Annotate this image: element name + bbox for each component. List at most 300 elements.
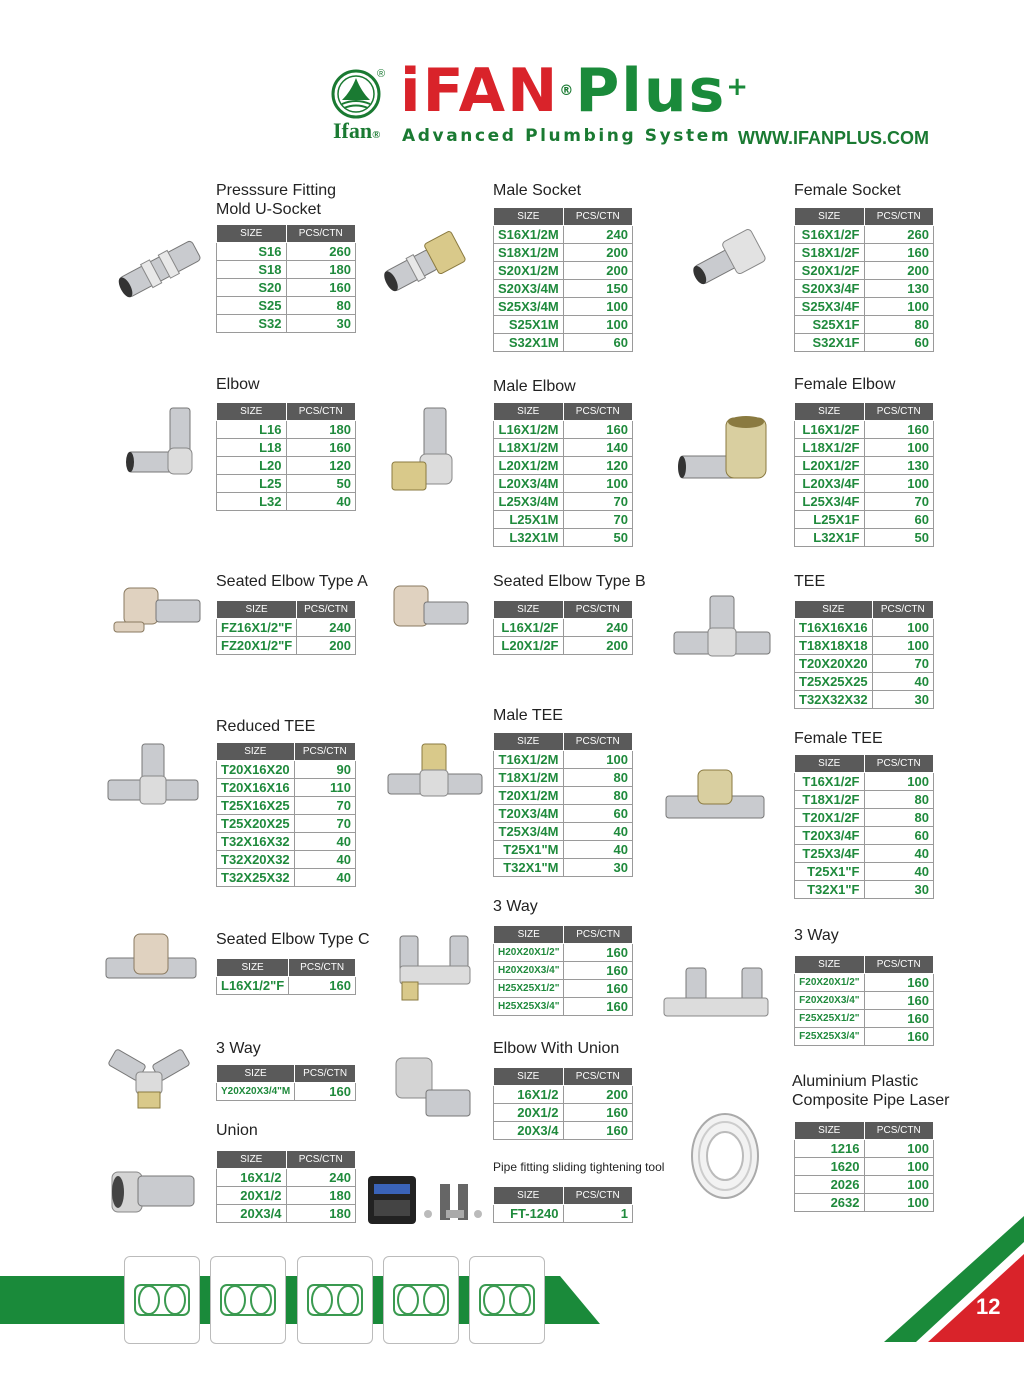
pcs-cell: 240 <box>563 226 632 244</box>
pcs-cell: 60 <box>864 827 934 845</box>
ifan-emblem-icon <box>330 68 382 120</box>
seated-elbow-thumb <box>469 1256 545 1344</box>
product-size-table <box>794 207 934 352</box>
female-tee-image <box>662 766 768 828</box>
table-row <box>795 439 934 457</box>
product-size-table <box>493 925 633 1016</box>
pcs-cell: 160 <box>864 1010 934 1028</box>
size-cell: L18X1/2F <box>795 439 865 457</box>
product-size-table <box>493 1067 633 1140</box>
table-row <box>217 493 356 511</box>
product-title: Male TEE <box>493 707 563 724</box>
product-title: Union <box>216 1122 258 1139</box>
pcs-cell: 40 <box>294 869 355 887</box>
pcs-cell: 80 <box>563 787 633 805</box>
table-row <box>494 421 633 439</box>
size-cell: S20X1/2F <box>795 262 865 280</box>
pcs-cell: 180 <box>286 421 356 439</box>
size-cell: 1216 <box>795 1140 865 1158</box>
pcs-cell: 160 <box>864 244 934 262</box>
table-row <box>494 1122 633 1140</box>
pcs-cell: 200 <box>563 637 633 655</box>
pcs-cell: 160 <box>286 279 356 297</box>
product-size-table <box>794 600 934 709</box>
table-row <box>795 619 934 637</box>
pcs-cell: 100 <box>864 1158 934 1176</box>
pcs-header: PCS/CTN <box>297 601 356 619</box>
product-title: Elbow <box>216 376 260 393</box>
pcs-cell: 240 <box>297 619 356 637</box>
pcs-cell: 130 <box>864 280 934 298</box>
brand-title-main: iFAN <box>400 56 560 126</box>
size-header: SIZE <box>217 743 295 761</box>
size-cell: F20X20X1/2" <box>795 974 865 992</box>
size-header: SIZE <box>494 1187 564 1205</box>
pcs-header: PCS/CTN <box>563 601 633 619</box>
pcs-header: PCS/CTN <box>563 208 632 226</box>
table-row <box>494 805 633 823</box>
size-cell: L18X1/2M <box>494 439 564 457</box>
brand-title-plus: Plus <box>575 56 727 126</box>
product-title: Female TEE <box>794 730 883 747</box>
brand-title: iFAN®Plus+ <box>400 56 751 126</box>
tee-thumb <box>383 1256 459 1344</box>
table-row <box>795 529 934 547</box>
table-row <box>494 262 633 280</box>
pcs-cell: 180 <box>286 261 356 279</box>
table-row <box>217 261 356 279</box>
size-cell: L20 <box>217 457 287 475</box>
size-header: SIZE <box>217 601 297 619</box>
seated-elbow-a-image <box>112 582 202 644</box>
table-row <box>494 1086 633 1104</box>
table-row <box>217 1083 356 1101</box>
size-cell: L32X1F <box>795 529 865 547</box>
pcs-cell: 100 <box>864 1140 934 1158</box>
product-title: 3 Way <box>794 927 839 944</box>
pcs-cell: 130 <box>864 457 934 475</box>
table-row <box>217 297 356 315</box>
composite-pipe-coil-image <box>688 1110 762 1202</box>
size-cell: T32X32X32 <box>795 691 873 709</box>
size-cell: S16 <box>217 243 287 261</box>
pcs-header: PCS/CTN <box>864 755 934 773</box>
table-row <box>217 243 356 261</box>
table-row <box>795 1010 934 1028</box>
size-cell: L32 <box>217 493 287 511</box>
product-title: Reduced TEE <box>216 718 316 735</box>
pcs-cell: 100 <box>864 439 934 457</box>
pcs-header: PCS/CTN <box>286 403 356 421</box>
size-cell: L20X1/2F <box>795 457 865 475</box>
brand-url: WWW.IFANPLUS.COM <box>738 128 929 148</box>
product-title: Pipe fitting sliding tightening tool <box>493 1160 665 1174</box>
size-header: SIZE <box>217 1065 295 1083</box>
size-header: SIZE <box>217 1151 287 1169</box>
table-row <box>217 815 356 833</box>
size-cell: L25 <box>217 475 287 493</box>
product-size-table <box>216 600 356 655</box>
table-row <box>217 279 356 297</box>
table-row <box>494 457 633 475</box>
size-cell: T25X3/4M <box>494 823 564 841</box>
size-header: SIZE <box>795 1122 865 1140</box>
pcs-cell: 40 <box>872 673 933 691</box>
page-corner-decoration <box>884 1216 1024 1342</box>
size-cell: T16X1/2M <box>494 751 564 769</box>
three-way-h-image <box>396 932 474 1002</box>
table-row <box>494 751 633 769</box>
table-row <box>494 316 633 334</box>
table-row <box>795 881 934 899</box>
size-cell: H25X25X1/2" <box>494 980 564 998</box>
size-cell: T20X1/2M <box>494 787 564 805</box>
pcs-cell: 60 <box>864 511 934 529</box>
size-cell: S25X3/4M <box>494 298 564 316</box>
pcs-cell: 50 <box>286 475 356 493</box>
size-cell: 20X1/2 <box>494 1104 564 1122</box>
size-cell: S25X1F <box>795 316 865 334</box>
table-row <box>494 439 633 457</box>
table-row <box>795 827 934 845</box>
registered-mark: ® <box>377 68 386 80</box>
product-size-table <box>216 958 356 995</box>
table-row <box>494 823 633 841</box>
table-row <box>795 316 934 334</box>
pcs-cell: 160 <box>563 1104 633 1122</box>
table-row <box>217 315 356 333</box>
pcs-cell: 70 <box>294 815 355 833</box>
size-cell: S20X3/4F <box>795 280 865 298</box>
size-cell: 20X1/2 <box>217 1187 287 1205</box>
table-row <box>494 475 633 493</box>
pcs-header: PCS/CTN <box>864 403 934 421</box>
table-row <box>494 280 633 298</box>
table-row <box>217 851 356 869</box>
table-row <box>795 262 934 280</box>
brand-tagline: Advanced Plumbing System <box>402 126 732 146</box>
pcs-cell: 80 <box>864 809 934 827</box>
table-row <box>494 511 633 529</box>
size-header: SIZE <box>795 755 865 773</box>
pcs-cell: 30 <box>864 881 934 899</box>
product-size-table <box>794 955 934 1046</box>
size-header: SIZE <box>494 733 564 751</box>
size-cell: T18X1/2F <box>795 791 865 809</box>
table-row <box>494 619 633 637</box>
size-cell: L20X3/4F <box>795 475 865 493</box>
table-row <box>795 1158 934 1176</box>
table-row <box>217 1187 356 1205</box>
pcs-cell: 180 <box>286 1187 356 1205</box>
elbow-thumb <box>297 1256 373 1344</box>
pcs-cell: 70 <box>563 493 633 511</box>
table-row <box>795 673 934 691</box>
pcs-cell: 150 <box>563 280 632 298</box>
table-row <box>795 475 934 493</box>
size-cell: T20X3/4M <box>494 805 564 823</box>
pcs-cell: 40 <box>864 863 934 881</box>
pcs-cell: 100 <box>563 751 633 769</box>
size-cell: S18 <box>217 261 287 279</box>
table-row <box>494 962 633 980</box>
pcs-cell: 160 <box>564 962 633 980</box>
pcs-cell: 160 <box>564 944 633 962</box>
product-title: Female Socket <box>794 182 901 199</box>
size-cell: S16X1/2F <box>795 226 865 244</box>
pcs-cell: 200 <box>864 262 934 280</box>
pcs-cell: 60 <box>563 334 632 352</box>
size-cell: T18X1/2M <box>494 769 564 787</box>
pcs-cell: 160 <box>563 421 633 439</box>
table-row <box>494 841 633 859</box>
pcs-cell: 80 <box>864 316 934 334</box>
pcs-cell: 160 <box>564 998 633 1016</box>
table-row <box>217 439 356 457</box>
pcs-cell: 160 <box>286 439 356 457</box>
pcs-header: PCS/CTN <box>294 743 355 761</box>
tee-image <box>670 590 774 670</box>
size-header: SIZE <box>795 208 865 226</box>
table-row <box>494 787 633 805</box>
pcs-cell: 100 <box>563 316 632 334</box>
page-number: 12 <box>976 1294 1001 1319</box>
pcs-cell: 160 <box>295 1083 356 1101</box>
size-cell: T25X16X25 <box>217 797 295 815</box>
table-row <box>795 226 934 244</box>
pcs-cell: 160 <box>563 1122 633 1140</box>
table-row <box>494 244 633 262</box>
pcs-cell: 80 <box>286 297 356 315</box>
pcs-cell: 100 <box>864 1194 934 1212</box>
pcs-header: PCS/CTN <box>563 1068 633 1086</box>
size-cell: T16X16X16 <box>795 619 873 637</box>
pcs-cell: 40 <box>864 845 934 863</box>
pcs-cell: 100 <box>864 298 934 316</box>
pcs-cell: 40 <box>294 833 355 851</box>
size-header: SIZE <box>795 403 865 421</box>
product-title: Seated Elbow Type A <box>216 573 368 590</box>
table-row <box>795 1140 934 1158</box>
size-cell: L25X3/4F <box>795 493 865 511</box>
pcs-cell: 120 <box>563 457 633 475</box>
pcs-cell: 40 <box>294 851 355 869</box>
size-cell: H20X20X3/4" <box>494 962 564 980</box>
pcs-cell: 30 <box>872 691 933 709</box>
table-row <box>494 493 633 511</box>
pcs-cell: 200 <box>563 244 632 262</box>
male-elbow-image <box>388 404 464 498</box>
pcs-cell: 70 <box>563 511 633 529</box>
product-title: Male Elbow <box>493 378 576 395</box>
pcs-cell: 260 <box>286 243 356 261</box>
pcs-cell: 100 <box>864 475 934 493</box>
product-title: Presssure Fitting Mold U-Socket <box>216 182 337 218</box>
size-cell: T32X1"M <box>494 859 564 877</box>
pcs-header: PCS/CTN <box>872 601 933 619</box>
male-socket-image <box>380 226 470 298</box>
table-row <box>217 869 356 887</box>
size-cell: T16X1/2F <box>795 773 865 791</box>
product-title: 3 Way <box>493 898 538 915</box>
pcs-cell: 100 <box>872 619 933 637</box>
pcs-cell: 100 <box>872 637 933 655</box>
table-row <box>494 298 633 316</box>
size-header: SIZE <box>217 403 287 421</box>
product-size-table <box>216 1064 356 1101</box>
size-cell: 1620 <box>795 1158 865 1176</box>
size-cell: L16 <box>217 421 287 439</box>
product-size-table <box>216 742 356 887</box>
size-cell: 16X1/2 <box>494 1086 564 1104</box>
pcs-header: PCS/CTN <box>289 959 356 977</box>
table-row <box>494 1104 633 1122</box>
table-row <box>795 791 934 809</box>
pcs-cell: 40 <box>286 493 356 511</box>
pcs-cell: 120 <box>286 457 356 475</box>
table-row <box>795 1176 934 1194</box>
product-size-table <box>216 224 356 333</box>
table-row <box>795 457 934 475</box>
product-title: Aluminium Plastic Composite Pipe Laser <box>792 1073 950 1109</box>
size-header: SIZE <box>795 956 865 974</box>
size-cell: S32X1M <box>494 334 564 352</box>
size-cell: FT-1240 <box>494 1205 564 1223</box>
pcs-cell: 100 <box>864 773 934 791</box>
pcs-header: PCS/CTN <box>864 1122 934 1140</box>
table-row <box>217 457 356 475</box>
size-cell: F25X25X1/2" <box>795 1010 865 1028</box>
pcs-cell: 70 <box>294 797 355 815</box>
size-cell: S18X1/2M <box>494 244 564 262</box>
size-cell: Y20X20X3/4"M <box>217 1083 295 1101</box>
table-row <box>494 859 633 877</box>
three-way-f-image <box>660 964 772 1026</box>
female-socket-image <box>688 220 768 300</box>
pcs-cell: 110 <box>294 779 355 797</box>
table-row <box>217 797 356 815</box>
three-way-y-image <box>106 1046 192 1112</box>
pcs-cell: 40 <box>563 823 633 841</box>
table-row <box>795 511 934 529</box>
pcs-cell: 60 <box>563 805 633 823</box>
size-cell: T32X25X32 <box>217 869 295 887</box>
table-row <box>795 637 934 655</box>
size-cell: FZ20X1/2"F <box>217 637 297 655</box>
table-row <box>494 226 633 244</box>
size-cell: 20X3/4 <box>217 1205 287 1223</box>
seated-elbow-c-image <box>104 930 198 988</box>
size-cell: T25X20X25 <box>217 815 295 833</box>
size-cell: F20X20X3/4" <box>795 992 865 1010</box>
size-cell: T20X1/2F <box>795 809 865 827</box>
product-title: Seated Elbow Type B <box>493 573 646 590</box>
size-cell: T20X20X20 <box>795 655 873 673</box>
pcs-header: PCS/CTN <box>564 926 633 944</box>
tool-case-image <box>366 1170 418 1228</box>
size-header: SIZE <box>217 225 287 243</box>
elbow-image <box>124 404 200 484</box>
pcs-cell: 50 <box>563 529 633 547</box>
seated-elbow-b-image <box>388 582 470 644</box>
pcs-cell: 90 <box>294 761 355 779</box>
pcs-cell: 60 <box>864 334 934 352</box>
product-size-table <box>794 402 934 547</box>
table-row <box>494 1205 633 1223</box>
union-image <box>108 1158 198 1224</box>
elbow-union-image <box>392 1054 474 1124</box>
pcs-cell: 160 <box>864 421 934 439</box>
product-title: Elbow With Union <box>493 1040 620 1057</box>
product-size-table <box>493 402 633 547</box>
size-cell: L16X1/2F <box>494 619 564 637</box>
size-cell: T18X18X18 <box>795 637 873 655</box>
pcs-cell: 70 <box>864 493 934 511</box>
size-header: SIZE <box>494 208 564 226</box>
table-row <box>217 421 356 439</box>
size-cell: T25X1"F <box>795 863 865 881</box>
size-cell: L25X1M <box>494 511 564 529</box>
table-row <box>795 244 934 262</box>
size-cell: T32X20X32 <box>217 851 295 869</box>
size-cell: 2026 <box>795 1176 865 1194</box>
pressing-tool-image <box>420 1180 490 1226</box>
size-cell: T20X16X16 <box>217 779 295 797</box>
size-header: SIZE <box>217 959 289 977</box>
size-cell: T20X3/4F <box>795 827 865 845</box>
product-title: TEE <box>794 573 826 590</box>
size-cell: S32 <box>217 315 287 333</box>
size-header: SIZE <box>494 403 564 421</box>
table-row <box>217 761 356 779</box>
pcs-cell: 70 <box>872 655 933 673</box>
table-row <box>217 779 356 797</box>
female-elbow-image <box>676 410 772 490</box>
pcs-header: PCS/CTN <box>864 208 934 226</box>
pcs-header: PCS/CTN <box>563 1187 633 1205</box>
pcs-cell: 100 <box>563 475 633 493</box>
table-row <box>795 974 934 992</box>
pcs-header: PCS/CTN <box>286 225 356 243</box>
size-cell: L16X1/2"F <box>217 977 289 995</box>
table-row <box>795 1028 934 1046</box>
product-title: 3 Way <box>216 1040 261 1057</box>
u-socket-image <box>115 236 205 302</box>
pcs-cell: 30 <box>286 315 356 333</box>
product-title: Female Elbow <box>794 376 896 393</box>
table-row <box>795 845 934 863</box>
table-row <box>494 944 633 962</box>
table-row <box>217 619 356 637</box>
size-cell: H25X25X3/4" <box>494 998 564 1016</box>
size-cell: T25X1"M <box>494 841 564 859</box>
size-cell: L16X1/2F <box>795 421 865 439</box>
table-row <box>494 334 633 352</box>
product-size-table <box>493 600 633 655</box>
pcs-cell: 240 <box>286 1169 356 1187</box>
table-row <box>795 691 934 709</box>
size-cell: S20X1/2M <box>494 262 564 280</box>
product-size-table <box>216 1150 356 1223</box>
table-row <box>494 769 633 787</box>
table-row <box>795 655 934 673</box>
table-row <box>795 809 934 827</box>
size-cell: F25X25X3/4" <box>795 1028 865 1046</box>
pcs-cell: 140 <box>563 439 633 457</box>
table-row <box>795 493 934 511</box>
pcs-header: PCS/CTN <box>295 1065 356 1083</box>
product-size-table <box>794 1121 934 1212</box>
